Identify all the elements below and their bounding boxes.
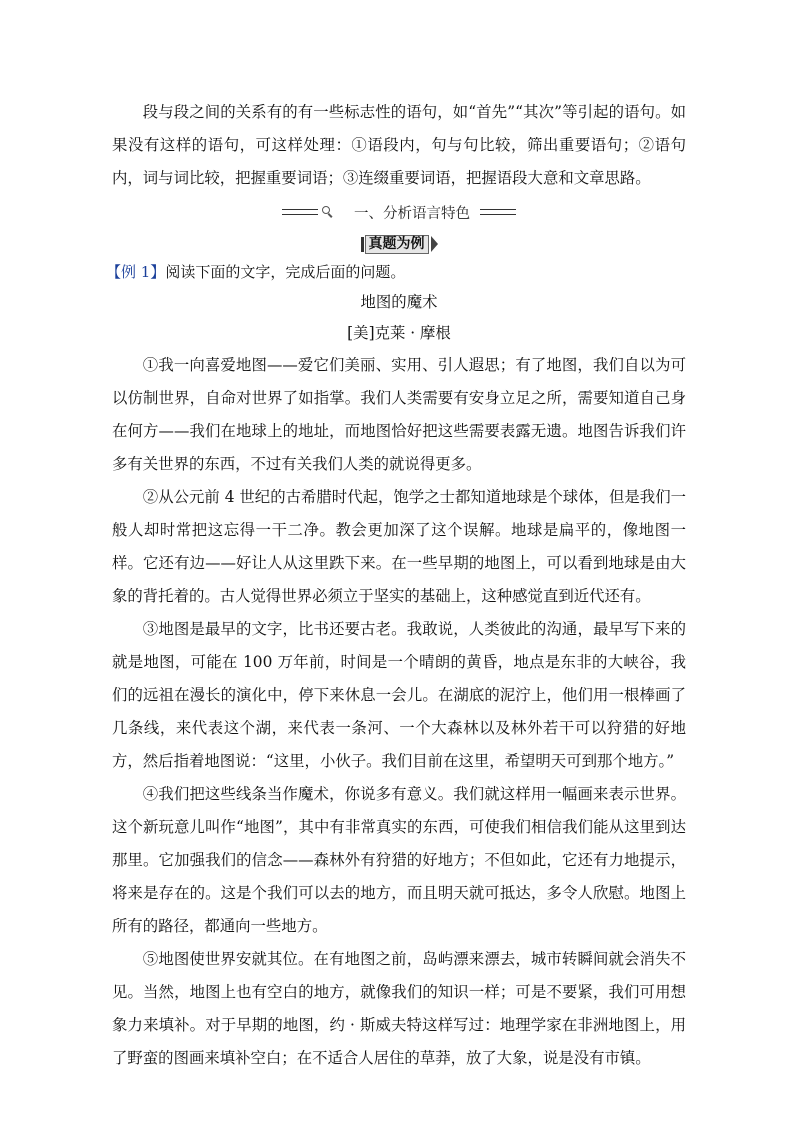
article-paragraph-2: ②从公元前 4 世纪的古希腊时代起，饱学之士都知道地球是个球体，但是我们一般人却时常把这忘得一干二净。教会更加深了这个误解。地球是扁平的，像地图一样。它还有边——好让人从这里跌下来。在一些早期的地图上，可以看到地球是由大象的背托着的。古人觉得世界必须立于坚实的基础上，这种感觉直到近代还有。 bbox=[112, 488, 686, 605]
left-double-rule bbox=[282, 209, 318, 215]
example-line bbox=[106, 257, 686, 287]
article-title: 地图的魔术 bbox=[360, 293, 438, 311]
example-tag: 【例 1】 bbox=[106, 263, 166, 281]
article-paragraph-1: ①我一向喜爱地图——爱它们美丽、实用、引人遐思；有了地图，我们自以为可以仿制世界，自命对世界了如指掌。我们人类需要有安身立足之所，需要知道自己身在何方——我们在地球上的地址，而地图恰好把这些需要表露无遗。地图告诉我们许多有关世界的东西，不过有关我们人类的就说得更多。 bbox=[112, 356, 686, 473]
section-title: 一、分析语言特色 bbox=[354, 205, 470, 222]
section-heading bbox=[112, 197, 686, 227]
document-page bbox=[106, 96, 686, 1075]
badge-row bbox=[112, 231, 686, 257]
badge-arrow-icon bbox=[431, 236, 438, 252]
right-double-rule bbox=[480, 209, 516, 215]
example-prompt: 阅读下面的文字，完成后面的问题。 bbox=[165, 263, 406, 281]
article-paragraph-3: ③地图是最早的文字，比书还要古老。我敢说，人类彼此的沟通，最早写下来的就是地图，可能在 100 万年前，时间是一个晴朗的黄昏，地点是东非的大峡谷，我们的远祖在漫长的演化中，停下来休息一会儿。在湖底的泥泞上，他们用一根棒画了几条线，来代表这个湖，来代表一条河、一个大森林以及林外若干可以狩猎的好地方，然后指着地图说：“这里，小伙子。我们目前在这里，希望明天可到那个地方。” bbox=[112, 620, 686, 770]
intro-paragraph: 段与段之间的关系有的有一些标志性的语句，如“首先”“其次”等引起的语句。如果没有这样的语句，可这样处理：①语段内，句与句比较，筛出重要语句；②语句内，词与词比较，把握重要词语；③连缀重要词语，把握语段大意和文章思路。 bbox=[112, 103, 686, 187]
badge-bar-icon bbox=[361, 237, 364, 252]
badge-label: 真题为例 bbox=[365, 235, 429, 254]
example-badge bbox=[361, 235, 438, 254]
article-paragraph-5: ⑤地图使世界安就其位。在有地图之前，岛屿漂来漂去，城市转瞬间就会消失不见。当然，地图上也有空白的地方，就像我们的知识一样；可是不要紧，我们可用想象力来填补。对于早期的地图，约 · 斯威夫特这样写过：地理学家在非洲地图上，用了野蛮的图画来填补空白；在不适合人居住的草莽，放了大象，说是没有市镇。 bbox=[112, 950, 686, 1067]
article-paragraph-4: ④我们把这些线条当作魔术，你说多有意义。我们就这样用一幅画来表示世界。这个新玩意儿叫作“地图”，其中有非常真实的东西，可使我们相信我们能从这里到达那里。它加强我们的信念——森林外有狩猎的好地方；不但如此，它还有力地提示，将来是存在的。这是个我们可以去的地方，而且明天就可抵达，多令人欣慰。地图上所有的路径，都通向一些地方。 bbox=[112, 785, 686, 935]
article-author: [美]克莱 · 摩根 bbox=[347, 324, 451, 342]
magnifier-icon bbox=[322, 206, 334, 218]
